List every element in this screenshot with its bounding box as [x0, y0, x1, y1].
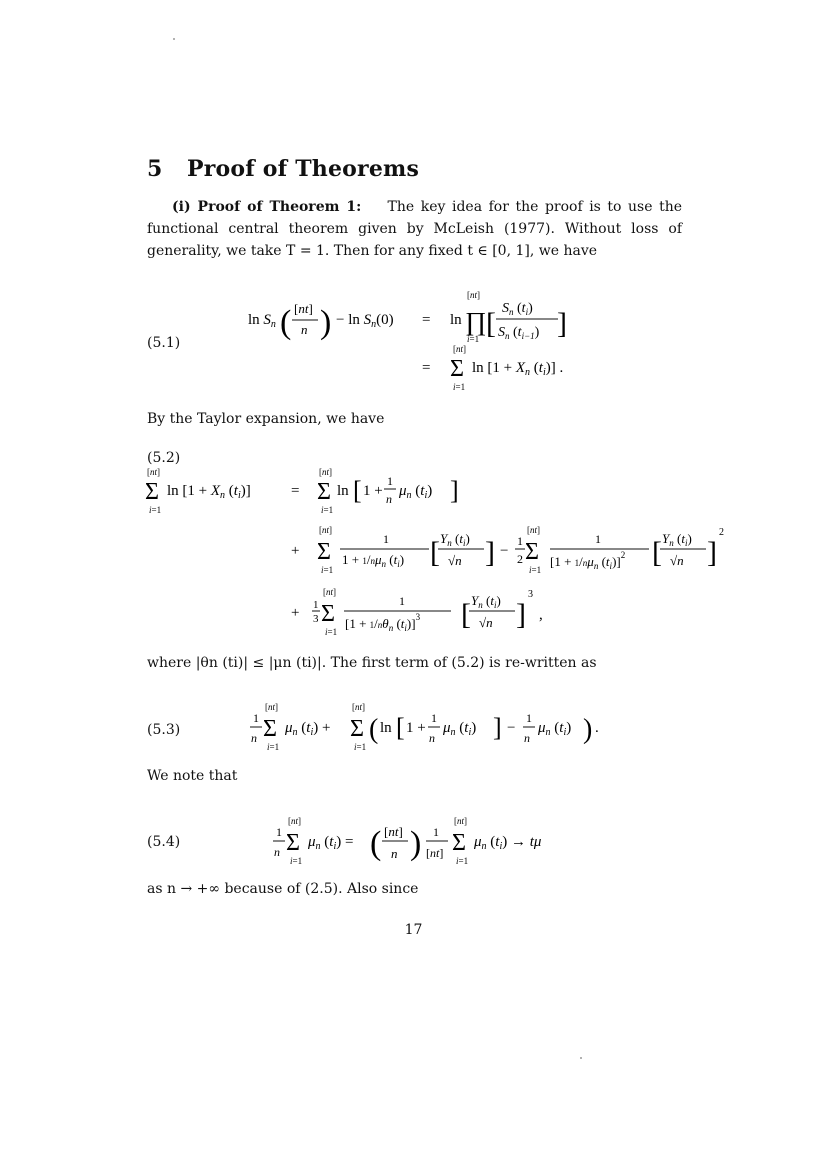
svg-text:1: 1	[383, 532, 389, 546]
svg-text:i=1: i=1	[290, 856, 303, 866]
svg-text:i=1: i=1	[149, 505, 162, 515]
svg-text:1: 1	[431, 711, 437, 725]
svg-text:1: 1	[517, 534, 523, 548]
svg-text:[nt]: [nt]	[319, 525, 333, 535]
svg-text:ln: ln	[380, 720, 392, 736]
svg-text:[nt]: [nt]	[454, 816, 468, 826]
svg-text:[nt]: [nt]	[527, 525, 541, 535]
svg-text:[nt]: [nt]	[319, 467, 333, 477]
svg-text:μn (ti): $\mu_n$ $(t_i)$	[399, 483, 433, 501]
svg-text:1 +: 1 +	[406, 720, 426, 736]
svg-text:n: n	[429, 731, 435, 745]
svg-text:−: −	[507, 720, 516, 736]
svg-text:1: 1	[313, 599, 319, 611]
equation-5-3	[245, 700, 625, 760]
svg-text:[nt]: [nt]	[288, 816, 302, 826]
svg-text:[: [	[486, 307, 496, 340]
svg-text:μn (ti) +: $\mu_n$ $(t_i)$ +	[285, 720, 331, 738]
svg-text:i=1: i=1	[453, 382, 466, 392]
svg-text:[1 + 1/nθn (ti)]3: [$1 + 1/n\theta_n$ $(t_i)]^3$	[345, 612, 421, 633]
svg-text:∏: ∏	[465, 307, 487, 336]
svg-text:[: [	[353, 476, 362, 505]
svg-text:]: ]	[516, 598, 526, 631]
svg-text:Σ: Σ	[145, 479, 159, 505]
svg-text:[nt]: [nt]	[426, 846, 444, 860]
svg-text:[: [	[461, 598, 471, 631]
svg-text:[nt]: [nt]	[352, 702, 366, 712]
svg-text:n: n	[386, 492, 392, 506]
svg-text:1: 1	[433, 825, 439, 839]
svg-text:Σ: Σ	[350, 716, 364, 742]
svg-text:Σ: Σ	[317, 479, 331, 505]
svg-text:ln: ln	[337, 483, 349, 499]
equation-label-5-3: (5.3)	[147, 722, 181, 738]
svg-text:1 +: 1 +	[363, 483, 383, 499]
svg-text:μn (ti) → tμ: $\mu_n$ $(t_i) \to t\mu$	[474, 834, 542, 852]
section-title: Proof of Theorems	[187, 156, 420, 182]
svg-text:[nt]: [nt]	[147, 467, 161, 477]
svg-text:i=1: i=1	[529, 565, 542, 575]
svg-text:Σ: Σ	[263, 716, 277, 742]
svg-text:i=1: i=1	[321, 565, 334, 575]
svg-text:[: [	[396, 713, 405, 742]
svg-text:n: n	[391, 846, 398, 861]
svg-text:(: (	[370, 825, 382, 862]
svg-text:Σ: Σ	[450, 356, 464, 382]
svg-text:− ln Sn(0): − $\ln S_n(0)$	[336, 312, 394, 330]
as-n-paragraph: as n → +∞ because of (2.5). Also since	[147, 881, 419, 897]
svg-text:√n: √n	[670, 553, 684, 568]
svg-text:]: ]	[493, 713, 502, 742]
svg-text:Sn (ti−1): $S_n$ $(t_{i-1})$	[498, 325, 540, 341]
svg-text:[nt]: [nt]	[294, 301, 313, 316]
svg-text:μn (ti) =: $\mu_n$ $(t_i)$ =	[308, 834, 354, 852]
page-number: 17	[404, 922, 423, 938]
svg-text:i=1: i=1	[456, 856, 469, 866]
svg-text:Σ: Σ	[525, 539, 539, 565]
proof-heading: (i) Proof of Theorem 1:	[172, 199, 362, 215]
svg-text:2: 2	[517, 552, 523, 566]
equation-5-4	[268, 812, 588, 874]
svg-text:3: 3	[313, 613, 319, 625]
svg-text:(: (	[280, 304, 292, 341]
svg-text:=: =	[422, 312, 431, 328]
svg-text:(: (	[369, 714, 379, 745]
svg-text:n: n	[524, 731, 530, 745]
svg-text:[: [	[430, 536, 440, 569]
svg-text:,: ,	[539, 607, 543, 623]
svg-text:=: =	[422, 360, 431, 376]
svg-text:ln [1 + Xn (ti)]: $\ln [1 + X_n$ $(t_i)$]	[167, 483, 251, 501]
svg-text:1: 1	[526, 711, 532, 725]
svg-text:[nt]: [nt]	[467, 290, 481, 300]
svg-text:+: +	[291, 543, 300, 559]
section-number: 5	[147, 156, 163, 182]
svg-text:Σ: Σ	[286, 830, 300, 856]
svg-text:1 + 1/nμn (ti): $1 + 1/n\mu_n$ $(t_i)$	[342, 552, 405, 569]
svg-text:1: 1	[276, 825, 282, 839]
svg-text:i=1: i=1	[267, 742, 280, 752]
svg-text:1: 1	[595, 532, 601, 546]
svg-text:−: −	[500, 543, 509, 559]
svg-text:+: +	[291, 605, 300, 621]
svg-text:√n: √n	[479, 615, 493, 630]
svg-text:1: 1	[253, 711, 259, 725]
svg-text:]: ]	[557, 307, 567, 340]
svg-text:Yn (ti): $Y_n$ $(t_i)$	[440, 531, 470, 548]
svg-text:3: 3	[528, 589, 533, 600]
svg-text:Σ: Σ	[321, 601, 335, 627]
svg-text:n: n	[301, 322, 308, 337]
svg-text:ln Sn: $\ln S_n$	[248, 312, 276, 330]
svg-text:[nt]: [nt]	[384, 824, 403, 839]
section-heading	[147, 156, 419, 182]
svg-text:n: n	[274, 845, 280, 859]
svg-text:[: [	[652, 536, 662, 569]
svg-text:]: ]	[450, 476, 459, 505]
svg-text:Yn (ti): $Y_n$ $(t_i)$	[662, 531, 692, 548]
intro-paragraph	[147, 196, 682, 262]
svg-text:√n: √n	[448, 553, 462, 568]
svg-text:n: n	[251, 731, 257, 745]
scan-speck	[173, 38, 175, 40]
svg-text:[nt]: [nt]	[323, 587, 337, 597]
svg-text:i=1: i=1	[467, 334, 480, 344]
equation-5-1	[240, 280, 600, 400]
taylor-paragraph: By the Taylor expansion, we have	[147, 411, 385, 427]
svg-text:ln [1 + Xn (ti)] .: $\ln [1 + X_n$ $(t_i)$] .	[472, 360, 564, 378]
equation-label-5-4: (5.4)	[147, 834, 181, 850]
svg-text:]: ]	[707, 536, 717, 569]
svg-text:[nt]: [nt]	[265, 702, 279, 712]
svg-text:i=1: i=1	[354, 742, 367, 752]
svg-text:Sn (ti): $S_n$ $(t_i)$	[502, 301, 533, 317]
scan-speck	[580, 1057, 582, 1059]
svg-text:1: 1	[387, 474, 393, 488]
svg-text:]: ]	[485, 536, 495, 569]
svg-text:.: .	[595, 720, 599, 736]
equation-5-2	[147, 465, 727, 645]
equation-label-5-2: (5.2)	[147, 450, 181, 466]
svg-text:2: 2	[719, 527, 724, 538]
svg-text:Yn (ti): $Y_n$ $(t_i)$	[471, 593, 501, 610]
svg-text:ln: ln	[450, 312, 462, 328]
svg-text:1: 1	[399, 594, 405, 608]
svg-text:Σ: Σ	[317, 539, 331, 565]
svg-text:i=1: i=1	[321, 505, 334, 515]
svg-text:μn (ti): $\mu_n$ $(t_i)$	[538, 720, 572, 738]
svg-text:): )	[583, 714, 593, 745]
intro-text: The key idea for the proof is to use the functional central theorem given by McLeish (1977). Without loss of generality, we take T = 1. Then for any fixed t ∈ [0, 1], we have	[147, 199, 683, 259]
svg-text:Σ: Σ	[452, 830, 466, 856]
we-note-paragraph: We note that	[147, 768, 238, 784]
svg-text:μn (ti): $\mu_n$ $(t_i)$	[443, 720, 477, 738]
svg-text:[1 + 1/nμn (ti)]2: [$1 + 1/n\mu_n$ $(t_i)]^2$	[550, 550, 626, 571]
svg-text:i=1: i=1	[325, 627, 338, 637]
where-paragraph: where |θn (ti)| ≤ |μn (ti)|. The first term of (5.2) is re-written as	[147, 655, 597, 671]
svg-text:=: =	[291, 483, 300, 499]
svg-text:[nt]: [nt]	[453, 344, 467, 354]
svg-text:): )	[320, 304, 332, 341]
equation-label-5-1: (5.1)	[147, 335, 181, 351]
svg-text:): )	[410, 825, 422, 862]
